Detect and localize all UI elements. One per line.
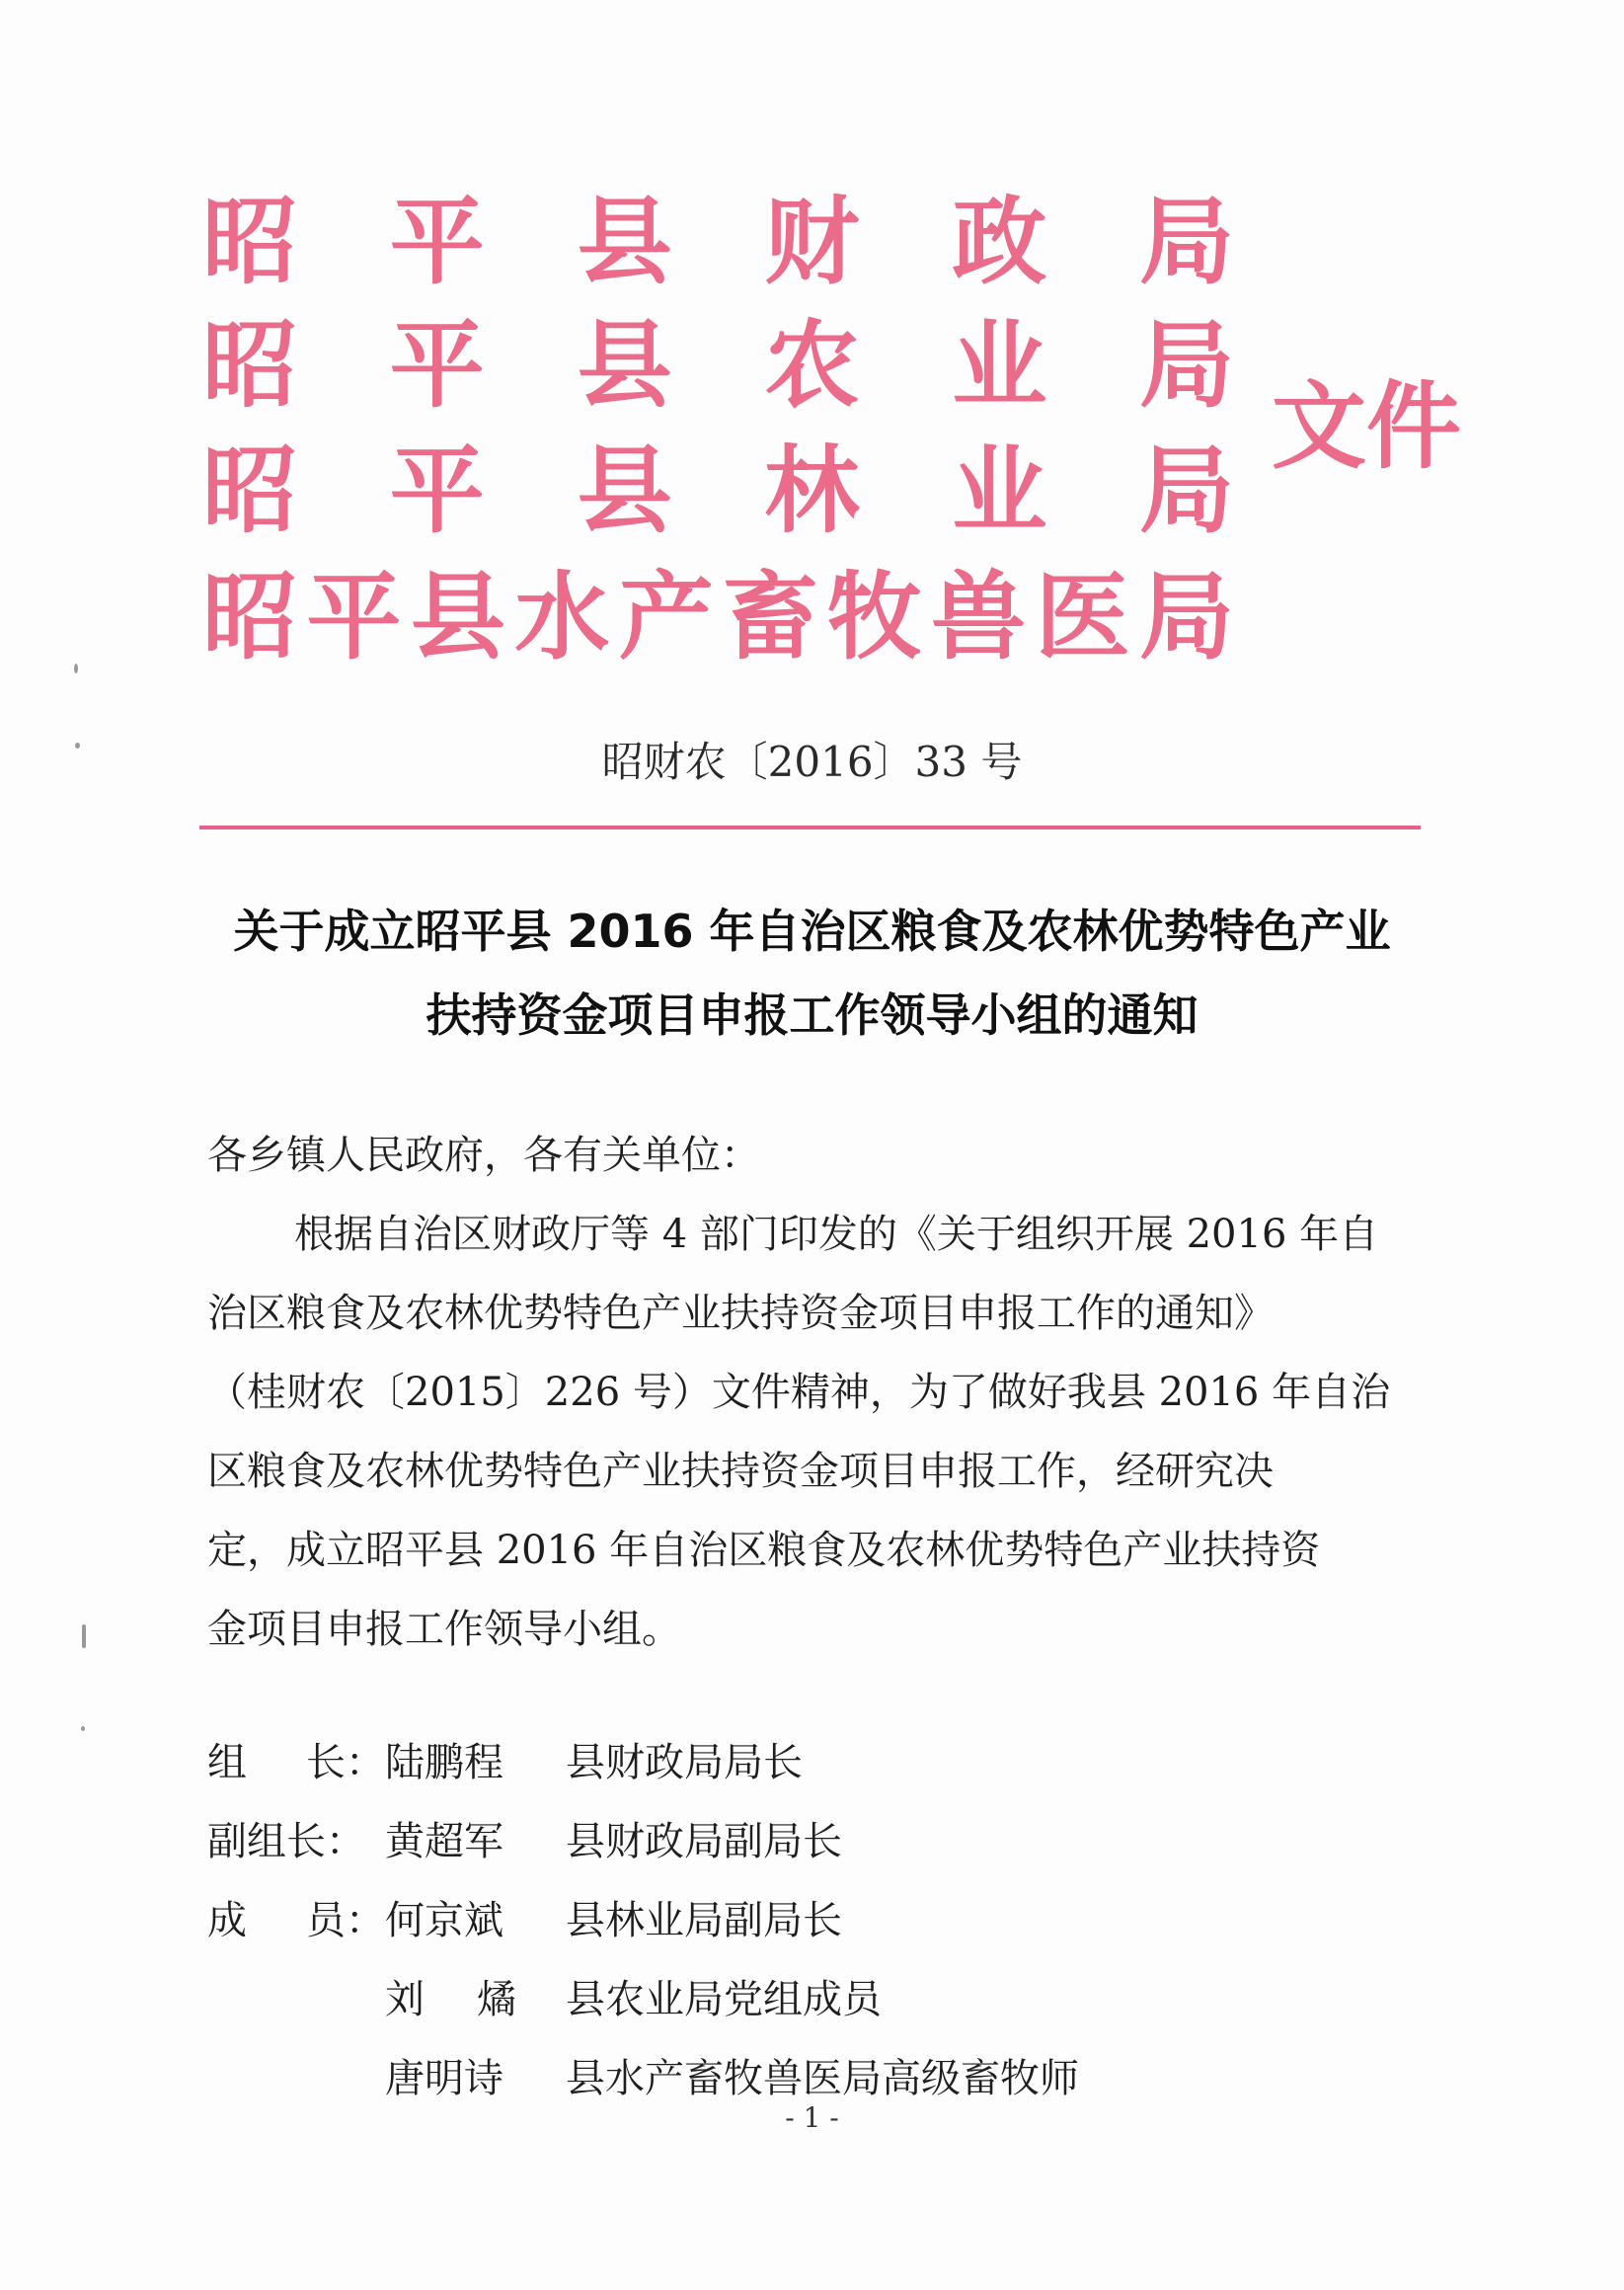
notice-title-line-2: 扶持资金项目申报工作领导小组的通知 [425, 988, 1199, 1042]
issuer-agriculture-bureau [202, 306, 1234, 425]
issuer-char: 平 [389, 310, 485, 421]
body-line: 治区粮食及农林优势特色产业扶持资金项目申报工作的通知》 [207, 1291, 1274, 1336]
issuer-char: 昭 [202, 562, 297, 672]
document-label: 文件 [1272, 371, 1461, 482]
issuer-char: 兽 [931, 562, 1027, 672]
name-text: 刘 [385, 1977, 425, 2022]
scan-speck [82, 1624, 86, 1648]
notice-title-line-1: 关于成立昭平县 2016 年自治区粮食及农林优势特色产业 [233, 905, 1391, 958]
notice-body [207, 1116, 1431, 1669]
issuer-char: 县 [577, 310, 672, 421]
document-number: 昭财农〔2016〕33 号 [601, 738, 1023, 786]
issuer-char: 昭 [202, 310, 297, 421]
page-number: - 1 - [785, 2101, 839, 2134]
issuer-char: 平 [389, 187, 485, 297]
member-role [207, 1881, 385, 1960]
issuer-char: 平 [389, 435, 485, 546]
role-text: 成 [207, 1898, 247, 1943]
member-name [385, 1881, 516, 1960]
body-line: 定，成立昭平县 2016 年自治区粮食及农林优势特色产业扶持资 [207, 1528, 1321, 1573]
member-title: 县农业局党组成员 [566, 1977, 882, 2022]
issuer-char: 县 [410, 562, 505, 672]
issuer-char: 局 [1138, 310, 1234, 421]
member-row [207, 1960, 1079, 2039]
issuer-char: 局 [1138, 562, 1234, 672]
issuer-char: 业 [952, 435, 1047, 546]
issuer-char: 畜 [723, 562, 818, 672]
role-text: 长： [306, 1740, 385, 1785]
body-line: （桂财农〔2015〕226 号）文件精神，为了做好我县 2016 年自治 [207, 1370, 1391, 1415]
member-title: 县水产畜牧兽医局高级畜牧师 [566, 2056, 1079, 2101]
member-row [207, 1802, 1079, 1881]
issuer-aquaculture-livestock-bureau [202, 558, 1234, 676]
member-role [207, 1723, 385, 1802]
body-line: 根据自治区财政厅等 4 部门印发的《关于组织开展 2016 年自 [294, 1212, 1379, 1257]
issuer-char: 局 [1138, 187, 1234, 297]
member-name [385, 1802, 516, 1881]
name-text: 黄超军 [385, 1819, 503, 1864]
name-text: 燏 [477, 1977, 516, 2022]
member-name [385, 1723, 516, 1802]
issuer-char: 昭 [202, 435, 297, 546]
scan-speck [75, 743, 80, 749]
body-line: 区粮食及农林优势特色产业扶持资金项目申报工作，经研究决 [207, 1449, 1274, 1494]
role-text: 组 [207, 1740, 247, 1785]
member-title: 县财政局局长 [566, 1740, 803, 1785]
scan-speck [81, 1726, 85, 1731]
issuer-char: 平 [306, 562, 402, 672]
issuer-char: 县 [577, 187, 672, 297]
member-row [207, 1723, 1079, 1802]
issuer-forestry-bureau [202, 432, 1234, 550]
issuer-char: 水 [514, 562, 610, 672]
issuer-char: 业 [952, 310, 1047, 421]
issuer-char: 医 [1035, 562, 1130, 672]
issuer-char: 昭 [202, 187, 297, 297]
role-text: 员： [306, 1898, 385, 1943]
issuer-char: 县 [577, 435, 672, 546]
issuer-char: 局 [1138, 435, 1234, 546]
member-title: 县财政局副局长 [566, 1819, 842, 1864]
role-text: 副组长： [207, 1819, 365, 1864]
issuer-char: 牧 [826, 562, 922, 672]
scan-speck [74, 664, 78, 673]
salutation: 各乡镇人民政府，各有关单位： [207, 1133, 760, 1178]
member-row [207, 1881, 1079, 1960]
member-title: 县林业局副局长 [566, 1898, 842, 1943]
issuer-char: 农 [764, 310, 860, 421]
leading-group-member-list [207, 1723, 1079, 2118]
body-line: 金项目申报工作领导小组。 [207, 1607, 681, 1652]
name-text: 何京斌 [385, 1898, 503, 1943]
member-name [385, 1960, 516, 2039]
name-text: 唐明诗 [385, 2056, 503, 2101]
issuer-char: 产 [618, 562, 714, 672]
issuer-char: 政 [952, 187, 1047, 297]
name-text: 陆鹏程 [385, 1740, 503, 1785]
issuer-char: 林 [764, 435, 860, 546]
issuer-char: 财 [764, 187, 860, 297]
issuer-finance-bureau [202, 183, 1234, 301]
member-role [207, 1802, 385, 1881]
red-separator-line [199, 826, 1421, 829]
